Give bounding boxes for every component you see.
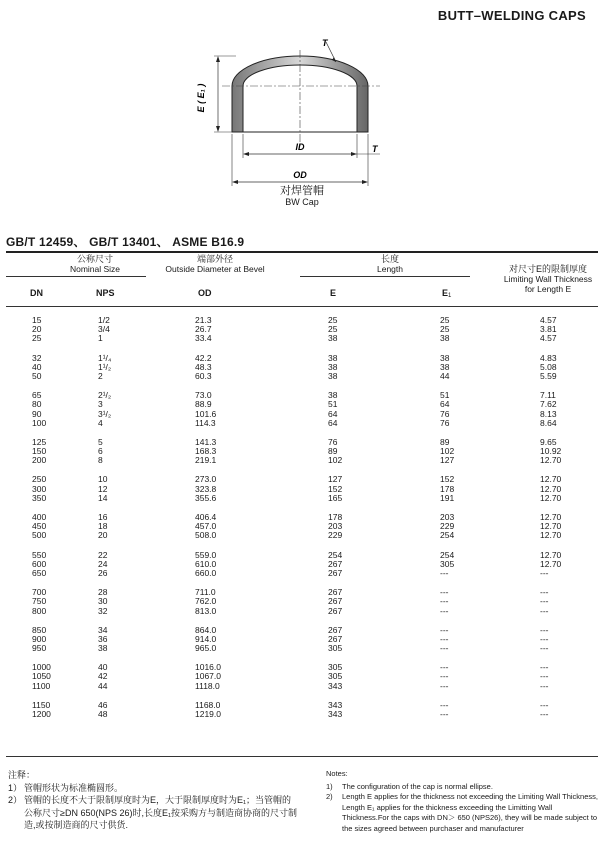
cell-e1: 254 [440, 549, 455, 560]
cell-dn: 1050 [32, 671, 51, 682]
cell-od: 457.0 [195, 521, 217, 532]
cell-e: 305 [328, 643, 343, 654]
cell-e: 89 [328, 446, 338, 457]
table-row [0, 410, 604, 419]
cell-nps: 8 [98, 455, 103, 466]
cell-e: 165 [328, 492, 343, 503]
cell-e: 38 [328, 352, 338, 363]
dim-label-e: E ( E₁ ) [196, 83, 206, 113]
table-row [0, 635, 604, 644]
table-row [0, 419, 604, 428]
cell-t: 7.62 [540, 399, 557, 410]
cell-e: 64 [328, 417, 338, 428]
col-header-dn: DN [30, 288, 43, 298]
cell-dn: 20 [32, 324, 42, 335]
cell-dn: 400 [32, 512, 47, 522]
cell-e1: 38 [440, 361, 450, 372]
cell-od: 660.0 [195, 567, 217, 578]
notes-cn-item-text: 管帽形状为标准椭圆形。 [24, 782, 124, 793]
cell-e: 25 [328, 324, 338, 335]
table-row [0, 551, 604, 560]
header-nominal-rule [6, 276, 146, 277]
cell-nps: 1/2 [98, 315, 110, 325]
header-limit-cn: 对尺寸E的限制厚度 [508, 264, 587, 274]
cell-nps: 30 [98, 596, 108, 607]
header-limit-en2: for Length E [524, 284, 572, 294]
table-row [0, 391, 604, 400]
cell-e1: --- [440, 699, 449, 710]
col-header-e: E [330, 288, 337, 298]
cell-od: 864.0 [195, 624, 217, 635]
cell-dn: 40 [32, 361, 42, 372]
table-row-group [0, 626, 604, 654]
table-row [0, 644, 604, 653]
cell-e1: 203 [440, 512, 455, 522]
cell-dn: 1100 [32, 680, 51, 691]
notes-en-item-text: Length E applies for the thickness not exceeding the Limiting Wall Thickness, Length E₁ applies for the thickness exceeding the Limitting Wall Thickness.For the caps with DN＞ 650 (NPS26), they will be made subject to the sizes agreed between purchaser and manufacturer [342, 792, 598, 833]
table-row-group [0, 438, 604, 466]
cell-t: 4.57 [540, 315, 557, 325]
cell-dn: 300 [32, 483, 47, 494]
cell-od: 508.0 [195, 530, 217, 541]
cell-e1: --- [440, 633, 449, 644]
cell-od: 33.4 [195, 333, 212, 344]
notes-en [326, 769, 598, 835]
notes-cn-item-text: 管帽的长度不大于限制厚度时为E，大于限制厚度时为E₁；当管帽的公称尺寸≥DN 650(NPS 26)时,长度E₁按采购方与制造商协商的尺寸制造,或按制造商的尺寸供货. [24, 795, 298, 830]
cell-t: 12.70 [540, 455, 562, 466]
page-title: BUTT–WELDING CAPS [437, 8, 586, 23]
table-row-group [0, 391, 604, 428]
table-row [0, 513, 604, 522]
cell-t: 12.70 [540, 512, 562, 522]
cell-od: 21.3 [195, 315, 212, 325]
cell-dn: 600 [32, 558, 47, 569]
cell-od: 48.3 [195, 361, 212, 372]
cell-nps: 4 [98, 417, 103, 428]
cell-nps: 2¹/₂ [98, 390, 112, 401]
cell-dn: 25 [32, 333, 42, 344]
cell-t: 12.70 [540, 483, 562, 494]
cell-e: 203 [328, 521, 343, 532]
cell-dn: 1150 [32, 699, 51, 710]
cell-e: 267 [328, 587, 343, 598]
cell-od: 965.0 [195, 643, 217, 654]
cell-od: 711.0 [195, 587, 216, 598]
cell-e: 267 [328, 567, 343, 578]
header-nominal [40, 254, 150, 274]
notes-cn-item-num: 2） [8, 795, 23, 805]
table-bottom-rule [6, 756, 598, 757]
cell-e: 267 [328, 624, 343, 635]
cell-t: --- [540, 596, 549, 607]
cell-nps: 14 [98, 492, 108, 503]
cell-e1: 127 [440, 455, 455, 466]
standards-heading: GB/T 12459、 GB/T 13401、 ASME B16.9 [6, 235, 245, 249]
cell-t: 12.70 [540, 558, 562, 569]
table-top-rule [6, 251, 598, 253]
cell-t: --- [540, 633, 549, 644]
cell-nps: 26 [98, 567, 108, 578]
table-row [0, 597, 604, 606]
cell-dn: 200 [32, 455, 47, 466]
cell-dn: 15 [32, 315, 42, 325]
cell-t: --- [540, 671, 549, 682]
cell-t: 12.70 [540, 492, 562, 503]
dim-label-t-side: T [372, 144, 378, 154]
table-row [0, 316, 604, 325]
cell-t: 9.65 [540, 436, 557, 447]
col-header-e1 [442, 288, 451, 299]
cell-e1: 102 [440, 446, 455, 457]
cell-od: 1118.0 [195, 680, 220, 691]
table-row [0, 682, 604, 691]
cell-e1: 254 [440, 530, 455, 541]
cell-e: 267 [328, 596, 343, 607]
cell-e: 254 [328, 549, 343, 560]
table-row [0, 447, 604, 456]
cell-od: 273.0 [195, 474, 217, 485]
notes-en-item-num: 2) [326, 792, 333, 802]
cell-t: 3.81 [540, 324, 557, 335]
cell-nps: 32 [98, 605, 108, 616]
cell-dn: 550 [32, 549, 47, 560]
cell-e1: 76 [440, 408, 450, 419]
cell-od: 141.3 [195, 436, 217, 447]
cell-nps: 48 [98, 709, 108, 719]
header-bottom-rule [6, 306, 598, 307]
cell-e1: --- [440, 662, 449, 673]
table-row [0, 363, 604, 372]
cell-od: 914.0 [195, 633, 217, 644]
cell-e1: --- [440, 671, 449, 682]
cell-e: 267 [328, 605, 343, 616]
table-row [0, 672, 604, 681]
cell-od: 1016.0 [195, 662, 221, 673]
cell-e: 305 [328, 662, 343, 673]
table-row [0, 456, 604, 465]
cell-dn: 80 [32, 399, 42, 410]
header-nominal-en: Nominal Size [69, 264, 121, 274]
cell-od: 762.0 [195, 596, 217, 607]
cell-dn: 950 [32, 643, 47, 654]
cell-dn: 650 [32, 567, 47, 578]
cell-od: 26.7 [195, 324, 212, 335]
table-row [0, 354, 604, 363]
cell-e1: --- [440, 709, 449, 719]
dim-label-t-top: T [322, 38, 328, 48]
table-row-group [0, 316, 604, 344]
cell-t: --- [540, 567, 549, 578]
table-row [0, 710, 604, 719]
cell-e: 267 [328, 558, 343, 569]
cell-e1: --- [440, 624, 449, 635]
cell-t: 10.92 [540, 446, 562, 457]
cell-nps: 38 [98, 643, 108, 654]
cell-e1: 25 [440, 315, 450, 325]
header-length [330, 254, 450, 274]
cell-t: --- [540, 587, 549, 598]
cell-dn: 450 [32, 521, 47, 532]
cell-e: 51 [328, 399, 338, 410]
table-row [0, 334, 604, 343]
cell-od: 323.8 [195, 483, 217, 494]
cell-nps: 3 [98, 399, 103, 410]
cell-od: 101.6 [195, 408, 217, 419]
cell-t: --- [540, 662, 549, 673]
cell-nps: 40 [98, 662, 108, 673]
table-row [0, 531, 604, 540]
table-row-group [0, 588, 604, 616]
cell-e1: --- [440, 596, 449, 607]
cell-dn: 1200 [32, 709, 51, 719]
cell-t: 12.70 [540, 521, 562, 532]
cell-nps: 28 [98, 587, 108, 598]
notes-cn-item [8, 782, 298, 795]
cell-nps: 24 [98, 558, 108, 569]
table-row [0, 325, 604, 334]
cell-dn: 90 [32, 408, 42, 419]
cell-dn: 50 [32, 370, 42, 381]
cell-dn: 100 [32, 417, 47, 428]
cell-t: 12.70 [540, 474, 562, 485]
cell-dn: 1000 [32, 662, 51, 673]
notes-en-item [326, 782, 598, 793]
header-limit [488, 264, 604, 294]
table-row-group [0, 663, 604, 691]
cell-od: 60.3 [195, 370, 212, 381]
cell-e: 267 [328, 633, 343, 644]
cell-t: 8.64 [540, 417, 557, 428]
cell-nps: 10 [98, 474, 108, 485]
cell-dn: 125 [32, 436, 47, 447]
col-header-e1-sub: 1 [448, 293, 452, 299]
table-row-group [0, 513, 604, 541]
cell-od: 219.1 [195, 455, 217, 466]
cell-nps: 2 [98, 370, 103, 381]
table-row-group [0, 551, 604, 579]
cell-nps: 1¹/₄ [98, 352, 112, 363]
table-row [0, 588, 604, 597]
table-row [0, 663, 604, 672]
cell-od: 1168.0 [195, 699, 221, 710]
notes-cn [8, 769, 298, 832]
notes-en-item [326, 792, 598, 834]
cell-od: 73.0 [195, 390, 212, 401]
header-od [150, 254, 280, 274]
table-row [0, 438, 604, 447]
header-od-cn: 端部外径 [196, 254, 233, 264]
cell-e1: 38 [440, 333, 450, 344]
cell-e1: 178 [440, 483, 455, 494]
cell-od: 114.3 [195, 417, 216, 428]
table-row-group [0, 354, 604, 382]
cell-nps: 20 [98, 530, 108, 541]
cell-nps: 12 [98, 483, 108, 494]
cell-t: 12.70 [540, 549, 562, 560]
dim-label-id: ID [295, 142, 305, 152]
cell-t: 4.83 [540, 352, 557, 363]
cell-e1: 305 [440, 558, 455, 569]
cell-od: 559.0 [195, 549, 217, 560]
col-header-e1-label: E [442, 288, 449, 298]
cell-e1: 44 [440, 370, 450, 381]
cell-e1: 229 [440, 521, 455, 532]
cell-dn: 500 [32, 530, 47, 541]
cell-e1: 152 [440, 474, 455, 485]
cell-e: 38 [328, 390, 338, 401]
cell-od: 355.6 [195, 492, 217, 503]
cell-nps: 6 [98, 446, 103, 457]
notes-en-item-num: 1) [326, 781, 333, 791]
cell-e1: 76 [440, 417, 450, 428]
notes-en-title: Notes: [326, 769, 348, 778]
cell-e: 229 [328, 530, 343, 541]
cell-dn: 850 [32, 624, 47, 635]
cell-od: 88.9 [195, 399, 212, 410]
cell-od: 1067.0 [195, 671, 221, 682]
cell-e1: --- [440, 680, 449, 691]
header-length-cn: 长度 [380, 254, 399, 264]
cell-t: 12.70 [540, 530, 562, 541]
table-row [0, 400, 604, 409]
cell-e1: 89 [440, 436, 450, 447]
header-limit-en1: Limiting Wall Thickness [503, 274, 593, 284]
cell-nps: 46 [98, 699, 108, 710]
table-row [0, 701, 604, 710]
header-nominal-cn: 公称尺寸 [76, 254, 113, 264]
cell-dn: 32 [32, 352, 42, 363]
cell-t: 4.57 [540, 333, 557, 344]
cell-e: 343 [328, 709, 343, 719]
cell-e1: 191 [440, 492, 455, 503]
cell-dn: 250 [32, 474, 47, 485]
cell-e: 127 [328, 474, 343, 485]
table-row [0, 560, 604, 569]
cell-dn: 700 [32, 587, 47, 598]
cell-e: 38 [328, 370, 338, 381]
col-header-od: OD [198, 288, 212, 298]
table-row [0, 522, 604, 531]
cell-dn: 150 [32, 446, 47, 457]
cell-od: 406.4 [195, 512, 217, 522]
cell-e: 152 [328, 483, 343, 494]
table-row [0, 569, 604, 578]
cell-nps: 34 [98, 624, 108, 635]
cell-od: 813.0 [195, 605, 217, 616]
cell-t: --- [540, 699, 549, 710]
cell-e: 38 [328, 361, 338, 372]
dim-label-od: OD [293, 170, 307, 180]
header-od-en: Outside Diameter at Bevel [165, 264, 265, 274]
table-row [0, 475, 604, 484]
table-body [0, 316, 604, 729]
table-row-group [0, 701, 604, 719]
cell-e: 343 [328, 680, 343, 691]
cell-od: 610.0 [195, 558, 217, 569]
cell-nps: 16 [98, 512, 108, 522]
header-length-rule [300, 276, 470, 277]
cell-nps: 3¹/₂ [98, 408, 112, 419]
table-row [0, 607, 604, 616]
cell-od: 42.2 [195, 352, 212, 363]
cell-e1: --- [440, 605, 449, 616]
cell-e: 305 [328, 671, 343, 682]
cell-e1: --- [440, 643, 449, 654]
drawing-caption-cn: 对焊管帽 [280, 185, 324, 197]
drawing-caption-en: BW Cap [285, 197, 319, 207]
cell-e1: 51 [440, 390, 450, 401]
cell-t: 8.13 [540, 408, 557, 419]
cell-dn: 900 [32, 633, 47, 644]
cell-e: 64 [328, 408, 338, 419]
cell-dn: 800 [32, 605, 47, 616]
cell-t: 5.59 [540, 370, 557, 381]
cell-dn: 350 [32, 492, 47, 503]
cell-dn: 750 [32, 596, 47, 607]
cell-t: --- [540, 624, 549, 635]
cell-e: 343 [328, 699, 343, 710]
cell-e1: 38 [440, 352, 450, 363]
cell-od: 1219.0 [195, 709, 221, 719]
cell-t: 7.11 [540, 390, 556, 401]
cell-e: 102 [328, 455, 343, 466]
cell-t: --- [540, 709, 549, 719]
col-header-nps: NPS [96, 288, 115, 298]
cell-e1: 25 [440, 324, 450, 335]
cell-e: 25 [328, 315, 338, 325]
cell-e: 76 [328, 436, 338, 447]
cell-nps: 22 [98, 549, 108, 560]
notes-cn-title: 注释： [8, 770, 36, 780]
cell-nps: 42 [98, 671, 108, 682]
cell-t: --- [540, 680, 549, 691]
cell-nps: 3/4 [98, 324, 110, 335]
cell-t: --- [540, 643, 549, 654]
cell-od: 168.3 [195, 446, 217, 457]
notes-cn-item [8, 794, 298, 832]
cell-t: 5.08 [540, 361, 557, 372]
table-row [0, 485, 604, 494]
cell-nps: 44 [98, 680, 108, 691]
table-row [0, 372, 604, 381]
cell-e: 38 [328, 333, 338, 344]
cell-nps: 1 [98, 333, 103, 344]
cell-nps: 5 [98, 436, 103, 447]
cell-e1: --- [440, 567, 449, 578]
cell-dn: 65 [32, 390, 42, 401]
table-row-group [0, 475, 604, 503]
cell-nps: 18 [98, 521, 108, 532]
cell-e1: 64 [440, 399, 450, 410]
cell-e: 178 [328, 512, 343, 522]
table-row [0, 626, 604, 635]
header-length-en: Length [377, 264, 403, 274]
cell-nps: 1¹/₂ [98, 361, 112, 372]
cell-nps: 36 [98, 633, 108, 644]
notes-en-item-text: The configuration of the cap is normal ellipse. [342, 781, 493, 791]
notes-cn-item-num: 1） [8, 782, 23, 793]
table-row [0, 494, 604, 503]
cell-t: --- [540, 605, 549, 616]
cell-e1: --- [440, 587, 449, 598]
